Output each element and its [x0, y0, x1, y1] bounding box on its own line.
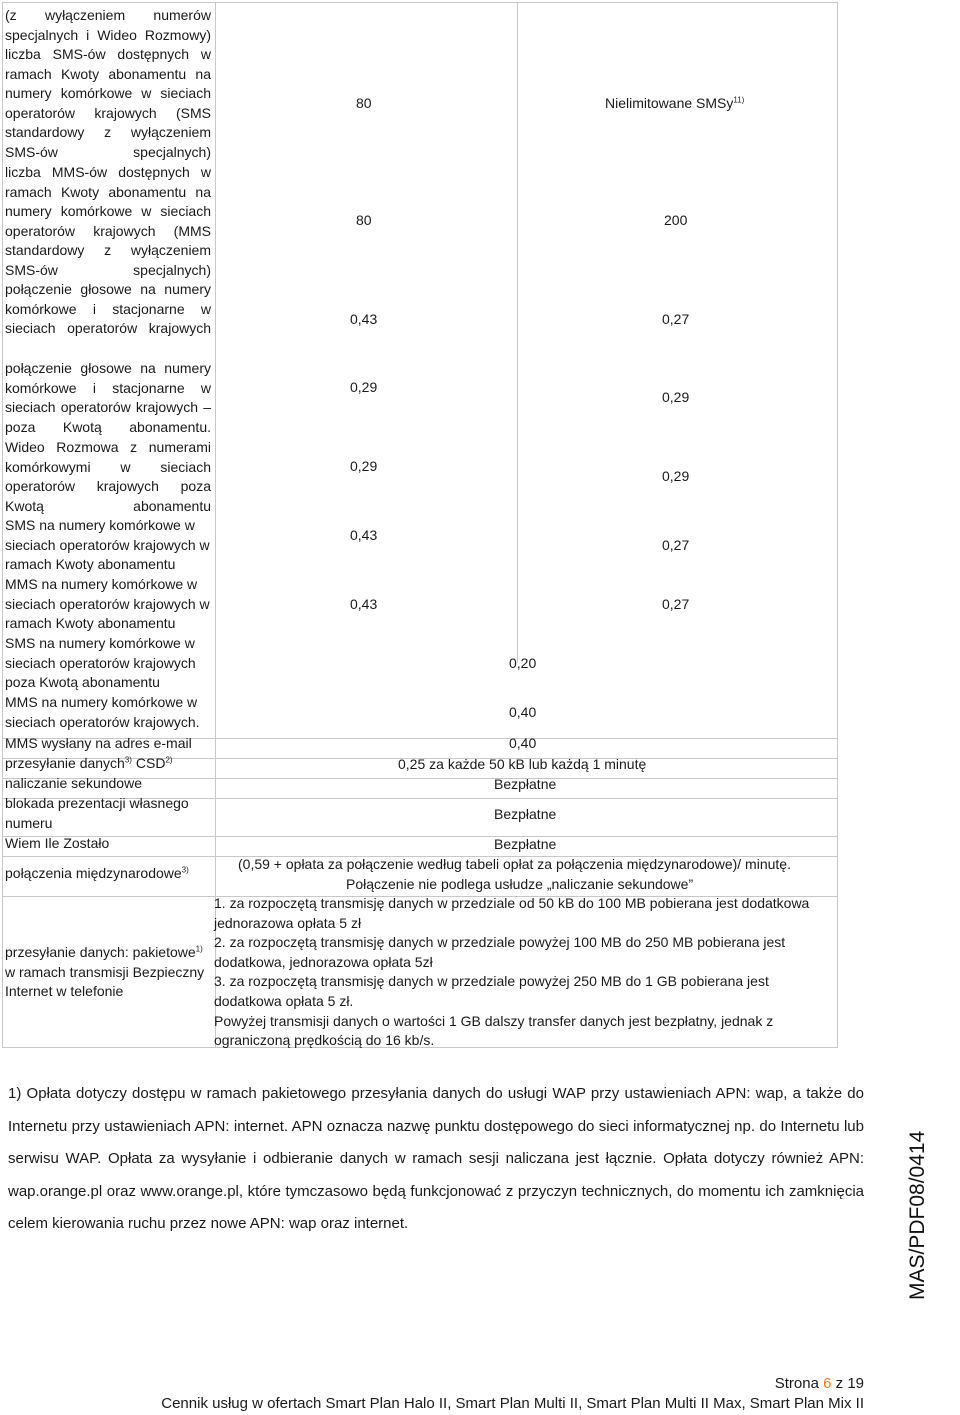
footnote-ref: 3) — [181, 865, 189, 875]
value-cell: Bezpłatne — [494, 776, 557, 792]
value-cell: 0,20 — [509, 655, 537, 671]
row-label — [5, 438, 211, 516]
value-cell: 0,25 za każde 50 kB lub każdą 1 minutę — [398, 756, 647, 772]
page-prefix: Strona — [774, 1375, 819, 1392]
page-sep: z — [835, 1375, 844, 1392]
row-label-text: połączenie głosowe na numery komórkowe i stacjonarne w sieciach operatorów krajowych — [5, 281, 211, 337]
page-total: 19 — [847, 1375, 864, 1392]
row-label — [5, 163, 211, 281]
note-item: Powyżej transmisji danych o wartości 1 GB dalszy transfer danych jest bezpłatny, jednak z ograniczoną prędkością do 16 kb/s. — [214, 1012, 774, 1049]
value-cell: 0,29 — [350, 379, 378, 395]
row-label-text: naliczanie sekundowe — [5, 775, 142, 791]
row-label — [5, 693, 211, 732]
row-label-text: MMS na numery komórkowe w sieciach operatorów krajowych w ramach Kwoty abonamentu — [5, 576, 210, 632]
value-cell: (0,59 + opłata za połączenie według tabeli opłat za połączenia międzynarodowe)/ minutę. — [238, 856, 791, 872]
footnote-ref: 1) — [195, 944, 203, 954]
value-cell: 0,40 — [509, 704, 537, 720]
note-item: 3. za rozpoczętą transmisję danych w przedziale powyżej 250 MB do 1 GB pobierana jest dodatkowa opłata 5 zł. — [214, 973, 769, 1009]
value-text: Nielimitowane SMSy — [605, 95, 734, 111]
footnote-ref: 2) — [165, 755, 173, 765]
document-code: MAS/PDF08/0414 — [906, 1130, 929, 1300]
page-number — [775, 1375, 864, 1392]
row-label-text: Wiem Ile Zostało — [5, 835, 110, 851]
row-label — [5, 834, 211, 854]
value-cell: 80 — [356, 95, 372, 111]
page-footer: Cennik usług w ofertach Smart Plan Halo II, Smart Plan Multi II, Smart Plan Multi II Max, Smart Plan Mix II — [161, 1395, 864, 1412]
row-label-text: blokada prezentacji własnego numeru — [5, 795, 189, 831]
row-label — [5, 774, 211, 794]
row-label-text: CSD — [131, 755, 166, 771]
value-cell: 0,27 — [662, 537, 690, 553]
value-cell: 0,29 — [662, 468, 690, 484]
page-current: 6 — [823, 1375, 832, 1392]
note-item: 2. za rozpoczętą transmisję danych w przedziale powyżej 100 MB do 250 MB pobierana jest dodatkowa, jednorazowa opłata 5zł — [214, 934, 786, 970]
row-label-text: w ramach transmisji Bezpieczny Internet w telefonie — [5, 963, 205, 1000]
value-cell: 200 — [664, 212, 688, 228]
row-label-text: przesyłanie danych: pakietowe — [5, 944, 196, 960]
row-label-text: SMS na numery komórkowe w sieciach operatorów krajowych w ramach Kwoty abonamentu — [5, 517, 210, 573]
row-label-text: liczba MMS-ów dostępnych w ramach Kwoty abonamentu na numery komórkowe w sieciach operatorów krajowych (MMS standardowy z wyłączeniem SMS-ów specjalnych) — [5, 164, 211, 278]
row-label — [5, 734, 211, 754]
row-label — [5, 45, 211, 163]
row-label-text: przesyłanie danych — [5, 755, 125, 771]
row-label-text: MMS wysłany na adres e-mail — [5, 735, 192, 751]
value-cell: 0,29 — [350, 458, 378, 474]
column-divider — [215, 3, 216, 1047]
row-label-text: Wideo Rozmowa z numerami komórkowymi w sieciach operatorów krajowych poza Kwotą abonamentu — [5, 439, 211, 514]
row-label — [5, 516, 211, 575]
row-label — [5, 359, 211, 437]
row-label — [5, 6, 211, 45]
value-cell: Bezpłatne — [494, 806, 557, 822]
row-label-text: SMS na numery komórkowe w sieciach operatorów krajowych poza Kwotą abonamentu — [5, 635, 196, 691]
value-cell: 0,43 — [350, 311, 378, 327]
row-label-text: liczba SMS-ów dostępnych w ramach Kwoty abonamentu na numery komórkowe w sieciach operatorów krajowych (SMS standardowy z wyłączeniem SMS-ów specjalnych) — [5, 46, 211, 160]
footnote: 1) Opłata dotyczy dostępu w ramach pakietowego przesyłania danych do usługi WAP przy ustawieniach APN: wap, a także do Internetu przy ustawieniach APN: internet. APN oznacza nazwę punktu dostępowego do sieci informatycznej np. do Internetu lub serwisu WAP. Opłata za wysyłanie i odbieranie danych w ramach sesji naliczana jest łącznie. Opłata dotyczy również APN: wap.orange.pl oraz www.orange.pl, które tymczasowo będą funkcjonować z przyczyn technicznych, do momentu ich zamknięcia celem kierowania ruchu przez nowe APN: wap oraz internet. — [8, 1085, 864, 1233]
value-cell: 0,40 — [509, 735, 537, 751]
value-cell: 0,43 — [350, 596, 378, 612]
value-cell: Połączenie nie podlega usłudze „naliczanie sekundowe” — [346, 876, 694, 892]
footnote-ref: 3) — [124, 755, 132, 765]
data-transfer-notes — [214, 894, 814, 1051]
row-label-text: (z wyłączeniem numerów specjalnych i Wideo Rozmowy) — [5, 7, 211, 43]
value-cell — [605, 94, 744, 113]
value-cell: 0,43 — [350, 527, 378, 543]
value-cell: 0,27 — [662, 311, 690, 327]
row-label — [5, 634, 211, 693]
value-cell: Bezpłatne — [494, 836, 557, 852]
row-label-text: połączenie głosowe na numery komórkowe i stacjonarne w sieciach operatorów krajowych – poza Kwotą abonamentu. — [5, 360, 211, 435]
value-cell: 0,27 — [662, 596, 690, 612]
row-label — [5, 280, 211, 339]
row-label-text: MMS na numery komórkowe w sieciach operatorów krajowych. — [5, 694, 200, 730]
row-label — [5, 943, 211, 1002]
row-label-text: połączenia międzynarodowe — [5, 865, 182, 881]
value-cell: 80 — [356, 212, 372, 228]
value-cell: 0,29 — [662, 389, 690, 405]
row-label — [5, 864, 211, 884]
row-label — [5, 794, 211, 833]
note-item: 1. za rozpoczętą transmisję danych w przedziale od 50 kB do 100 MB pobierana jest dodatkowa jednorazowa opłata 5 zł — [214, 895, 810, 931]
row-label — [5, 754, 211, 774]
column-divider — [517, 3, 518, 663]
row-label — [5, 575, 211, 634]
footnote-ref: 11) — [733, 95, 745, 105]
